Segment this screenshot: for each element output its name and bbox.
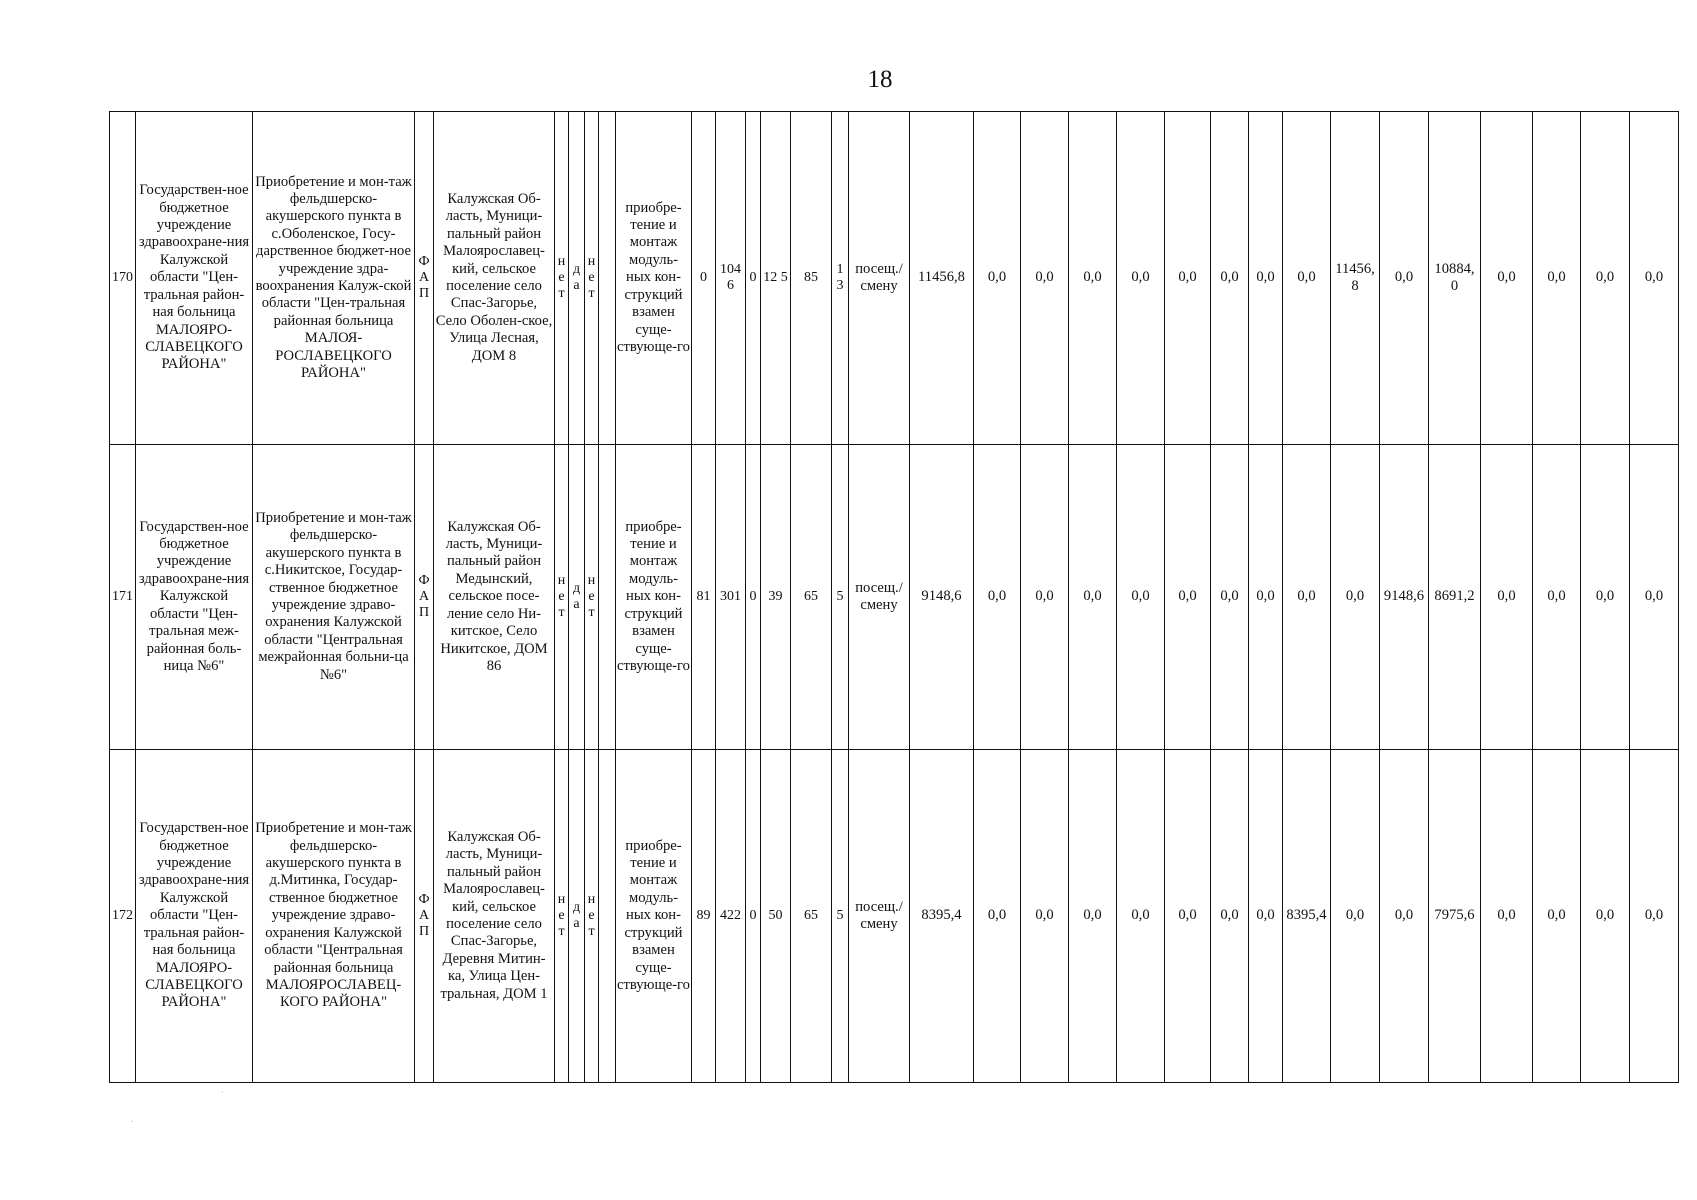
value-cell: 0,0	[1211, 445, 1249, 750]
count-cell-6: 5	[832, 750, 849, 1083]
page-number: 18	[867, 66, 893, 93]
facility-type-cell-letter: Ф	[418, 254, 430, 269]
facility-type-cell-letter: А	[418, 270, 430, 285]
count-cell-6: 1 3	[832, 112, 849, 445]
value-cell: 8395,4	[1283, 750, 1331, 1083]
flag-cell-3-letter: е	[588, 908, 595, 923]
flag-cell-1-letter: н	[557, 573, 566, 588]
count-cell-5: 65	[791, 445, 832, 750]
flag-cell-1-letter: н	[557, 892, 566, 907]
flag-cell-1	[555, 750, 569, 1083]
value-cell: 0,0	[1630, 445, 1679, 750]
value-cell: 0,0	[974, 445, 1021, 750]
value-cell: 0,0	[1581, 445, 1630, 750]
table-row	[110, 750, 1679, 1083]
value-cell: 0,0	[1069, 445, 1117, 750]
flag-cell-3	[585, 112, 599, 445]
flag-cell-1-letter: т	[558, 286, 565, 301]
flag-cell-1-letter: е	[558, 270, 565, 285]
value-cell: 0,0	[1481, 750, 1533, 1083]
flag-cell-1	[555, 112, 569, 445]
count-cell-1: 0	[692, 112, 716, 445]
count-cell-1: 89	[692, 750, 716, 1083]
value-cell: 9148,6	[1380, 445, 1429, 750]
facility-type-cell-letter: П	[418, 605, 430, 620]
value-cell: 0,0	[1249, 445, 1283, 750]
value-cell: 0,0	[1581, 112, 1630, 445]
value-cell: 0,0	[1069, 750, 1117, 1083]
value-cell: 0,0	[1380, 750, 1429, 1083]
value-cell: 0,0	[1533, 112, 1581, 445]
hospital-equipment-table	[109, 111, 1679, 1083]
count-cell-3: 0	[746, 445, 761, 750]
value-cell: 0,0	[1481, 112, 1533, 445]
facility-type-cell-letter: Ф	[418, 573, 430, 588]
value-cell: 0,0	[1283, 112, 1331, 445]
value-cell: 0,0	[1481, 445, 1533, 750]
blank-cell	[599, 445, 616, 750]
address-cell: Калужская Об-ласть, Муници-пальный район Медынский, сельское посе-ление село Ни-китское, Село Никитское, ДОМ 86	[434, 445, 555, 750]
value-cell: 0,0	[1533, 750, 1581, 1083]
table-row	[110, 112, 1679, 445]
value-cell: 0,0	[1117, 112, 1165, 445]
facility-type-cell	[415, 445, 434, 750]
value-cell: 0,0	[1533, 445, 1581, 750]
value-cell: 0,0	[1630, 112, 1679, 445]
value-cell: 0,0	[1021, 112, 1069, 445]
table-row	[110, 445, 1679, 750]
count-cell-2: 104 6	[716, 112, 746, 445]
value-cell: 10884, 0	[1429, 112, 1481, 445]
count-cell-2: 422	[716, 750, 746, 1083]
count-cell-4: 50	[761, 750, 791, 1083]
facility-type-cell-letter: А	[418, 589, 430, 604]
value-cell: 0,0	[1021, 750, 1069, 1083]
count-cell-3: 0	[746, 750, 761, 1083]
organization-cell: Государствен-ное бюджетное учреждение здравоохране-ния Калужской области "Цен-тральная район-ная больница МАЛОЯРО-СЛАВЕЦКОГО РАЙОНА"	[136, 750, 253, 1083]
value-cell: 0,0	[1165, 445, 1211, 750]
flag-cell-1-letter: т	[558, 605, 565, 620]
facility-type-cell	[415, 112, 434, 445]
flag-cell-2	[569, 445, 585, 750]
flag-cell-3-letter: н	[587, 573, 596, 588]
value-cell: 0,0	[1021, 445, 1069, 750]
flag-cell-1-letter: е	[558, 908, 565, 923]
unit-cell: посещ./ смену	[849, 445, 910, 750]
organization-cell: Государствен-ное бюджетное учреждение здравоохране-ния Калужской области "Цен-тральная район-ная больница МАЛОЯРО-СЛАВЕЦКОГО РАЙОНА"	[136, 112, 253, 445]
facility-type-cell-letter: П	[418, 924, 430, 939]
flag-cell-3-letter: т	[588, 924, 595, 939]
value-cell: 0,0	[1117, 750, 1165, 1083]
value-cell: 0,0	[1581, 750, 1630, 1083]
purpose-cell: Приобретение и мон-таж фельдшерско-акушерского пункта в с.Никитское, Государ-ственное бюджетное учреждение здраво-охранения Калужской области "Центральная межрайонная больни-ца №6"	[253, 445, 415, 750]
flag-cell-1-letter: е	[558, 589, 565, 604]
flag-cell-2-letter: д	[572, 581, 581, 596]
flag-cell-3	[585, 445, 599, 750]
value-cell: 0,0	[1249, 112, 1283, 445]
value-cell: 0,0	[1117, 445, 1165, 750]
facility-type-cell-letter: П	[418, 286, 430, 301]
flag-cell-2-letter: д	[572, 900, 581, 915]
count-cell-4: 12 5	[761, 112, 791, 445]
value-cell: 0,0	[1211, 112, 1249, 445]
value-cell: 8691,2	[1429, 445, 1481, 750]
value-cell: 0,0	[1249, 750, 1283, 1083]
count-cell-5: 85	[791, 112, 832, 445]
flag-cell-1-letter: т	[558, 924, 565, 939]
flag-cell-2-letter: а	[573, 597, 580, 612]
facility-type-cell-letter: Ф	[418, 892, 430, 907]
value-cell: 0,0	[1380, 112, 1429, 445]
value-cell: 9148,6	[910, 445, 974, 750]
facility-type-cell-letter: А	[418, 908, 430, 923]
value-cell: 11456,8	[910, 112, 974, 445]
count-cell-2: 301	[716, 445, 746, 750]
flag-cell-3-letter: н	[587, 892, 596, 907]
work-type-cell: приобре-тение и монтаж модуль-ных кон-струкций взамен суще-ствующе-го	[616, 445, 692, 750]
flag-cell-2	[569, 750, 585, 1083]
flag-cell-1-letter: н	[557, 254, 566, 269]
count-cell-1: 81	[692, 445, 716, 750]
value-cell: 0,0	[1283, 445, 1331, 750]
value-cell: 0,0	[1211, 750, 1249, 1083]
flag-cell-2	[569, 112, 585, 445]
count-cell-4: 39	[761, 445, 791, 750]
flag-cell-2-letter: а	[573, 916, 580, 931]
count-cell-6: 5	[832, 445, 849, 750]
value-cell: 11456, 8	[1331, 112, 1380, 445]
count-cell-3: 0	[746, 112, 761, 445]
value-cell: 0,0	[1165, 112, 1211, 445]
flag-cell-3-letter: е	[588, 270, 595, 285]
flag-cell-3-letter: е	[588, 589, 595, 604]
value-cell: 0,0	[1331, 750, 1380, 1083]
row-number: 171	[110, 445, 136, 750]
unit-cell: посещ./ смену	[849, 112, 910, 445]
facility-type-cell	[415, 750, 434, 1083]
value-cell: 0,0	[1069, 112, 1117, 445]
value-cell: 0,0	[1630, 750, 1679, 1083]
organization-cell: Государствен-ное бюджетное учреждение здравоохране-ния Калужской области "Цен-тральная меж-районная боль-ница №6"	[136, 445, 253, 750]
row-number: 172	[110, 750, 136, 1083]
blank-cell	[599, 750, 616, 1083]
flag-cell-3-letter: т	[588, 286, 595, 301]
row-number: 170	[110, 112, 136, 445]
work-type-cell: приобре-тение и монтаж модуль-ных кон-струкций взамен суще-ствующе-го	[616, 750, 692, 1083]
address-cell: Калужская Об-ласть, Муници-пальный район Малоярославец-кий, сельское поселение село Спас-Загорье, Деревня Митин-ка, Улица Цен-тральная, ДОМ 1	[434, 750, 555, 1083]
flag-cell-3-letter: н	[587, 254, 596, 269]
flag-cell-1	[555, 445, 569, 750]
value-cell: 0,0	[1165, 750, 1211, 1083]
unit-cell: посещ./ смену	[849, 750, 910, 1083]
value-cell: 0,0	[1331, 445, 1380, 750]
flag-cell-3-letter: т	[588, 605, 595, 620]
blank-cell	[599, 112, 616, 445]
purpose-cell: Приобретение и мон-таж фельдшерско-акушерского пункта в с.Оболенское, Госу-дарственное бюджет-ное учреждение здра-воохранения Калуж-ской области "Цен-тральная районная больница МАЛОЯ-РОСЛАВЕЦКОГО РАЙОНА"	[253, 112, 415, 445]
value-cell: 7975,6	[1429, 750, 1481, 1083]
flag-cell-2-letter: д	[572, 262, 581, 277]
address-cell: Калужская Об-ласть, Муници-пальный район Малоярославец-кий, сельское поселение село Спас-Загорье, Село Оболен-ское, Улица Лесная, ДОМ 8	[434, 112, 555, 445]
work-type-cell: приобре-тение и монтаж модуль-ных кон-струкций взамен суще-ствующе-го	[616, 112, 692, 445]
flag-cell-3	[585, 750, 599, 1083]
scan-speck: .	[131, 1114, 134, 1125]
count-cell-5: 65	[791, 750, 832, 1083]
value-cell: 0,0	[974, 112, 1021, 445]
scan-speck: .	[221, 1085, 224, 1096]
flag-cell-2-letter: а	[573, 278, 580, 293]
value-cell: 8395,4	[910, 750, 974, 1083]
value-cell: 0,0	[974, 750, 1021, 1083]
purpose-cell: Приобретение и мон-таж фельдшерско-акушерского пункта в д.Митинка, Государ-ственное бюджетное учреждение здраво-охранения Калужской области "Центральная районная больница МАЛОЯРОСЛАВЕЦ-КОГО РАЙОНА"	[253, 750, 415, 1083]
